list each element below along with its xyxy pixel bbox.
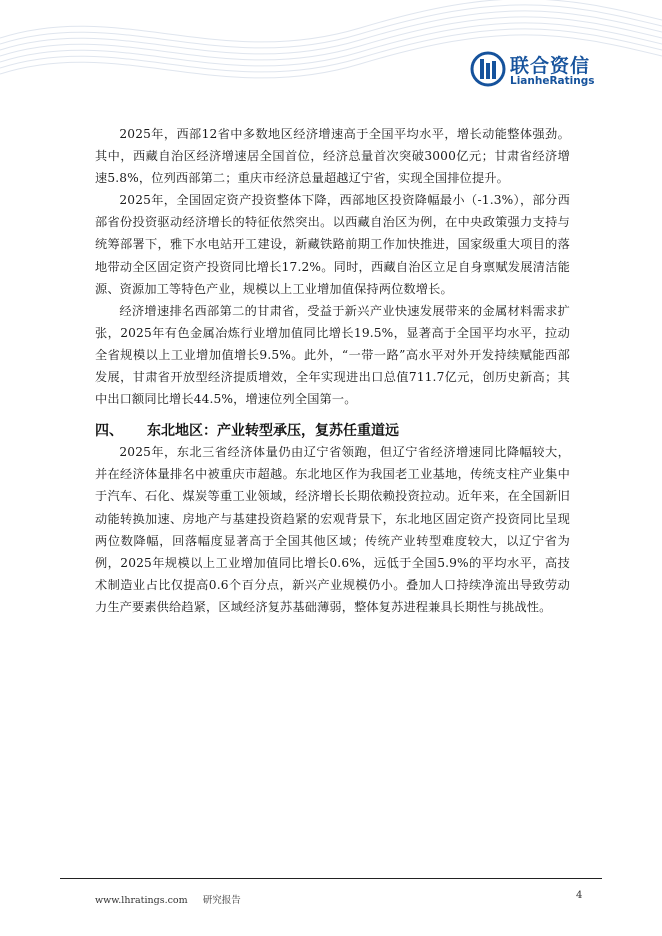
section-title: 东北地区：产业转型承压，复苏任重道远 [147, 423, 399, 440]
footer-divider [60, 878, 602, 879]
paragraph: 2025年，西部12省中多数地区经济增速高于全国平均水平，增长动能整体强劲。其中，西藏自治区经济增速居全国首位，经济总量首次突破3000亿元；甘肃省经济增速5.8%，位列西部第二；重庆市经济总量超越辽宁省，实现全国排位提升。 [95, 127, 570, 186]
report-body [95, 123, 570, 618]
paragraph: 2025年，东北三省经济体量仍由辽宁省领跑，但辽宁省经济增速同比降幅较大，并在经济体量排名中被重庆市超越。东北地区作为我国老工业基地，传统支柱产业集中于汽车、石化、煤炭等重工业领域，经济增长长期依赖投资拉动。近年来，在全国新旧动能转换加速、房地产与基建投资趋紧的宏观背景下，东北地区固定资产投资同比呈现两位数降幅，回落幅度显著高于全国其他区域；传统产业转型难度较大，以辽宁省为例，2025年规模以上工业增加值同比增长0.6%，远低于全国5.9%的平均水平，高技术制造业占比仅提高0.6个百分点，新兴产业规模仍小。叠加人口持续净流出导致劳动力生产要素供给趋紧，区域经济复苏基础薄弱，整体复苏进程兼具长期性与挑战性。 [95, 445, 570, 614]
section-number: 四、 [95, 423, 123, 440]
logo-chinese-name: 联合资信 [510, 55, 591, 77]
footer-info [95, 892, 241, 906]
paragraph: 2025年，全国固定资产投资整体下降，西部地区投资降幅最小（-1.3%），部分西部省份投资驱动经济增长的特征依然突出。以西藏自治区为例，在中央政策强力支持与统筹部署下，雅下水电站开工建设，新藏铁路前期工作加快推进，国家级重大项目的落地带动全区固定资产投资同比增长17.2%。同时，西藏自治区立足自身禀赋发展清洁能源、资源加工等特色产业，规模以上工业增加值保持两位数增长。 [95, 193, 570, 296]
footer-website: www.lhratings.com [95, 895, 188, 906]
logo-english-name: LianheRatings [510, 75, 595, 87]
paragraph: 经济增速排名西部第二的甘肃省，受益于新兴产业快速发展带来的金属材料需求扩张，2025年有色金属冶炼行业增加值同比增长19.5%，显著高于全国平均水平，拉动全省规模以上工业增加值增长9.5%。此外，“一带一路”高水平对外开发持续赋能西部发展，甘肃省开放型经济提质增效，全年实现进出口总值711.7亿元，创历史新高；其中出口额同比增长44.5%，增速位列全国第一。 [95, 303, 570, 407]
page-number: 4 [576, 890, 583, 901]
company-logo [470, 51, 650, 91]
footer-report-type: 研究报告 [202, 895, 241, 906]
lianhe-logo-icon [470, 51, 506, 87]
section-heading [95, 421, 570, 441]
